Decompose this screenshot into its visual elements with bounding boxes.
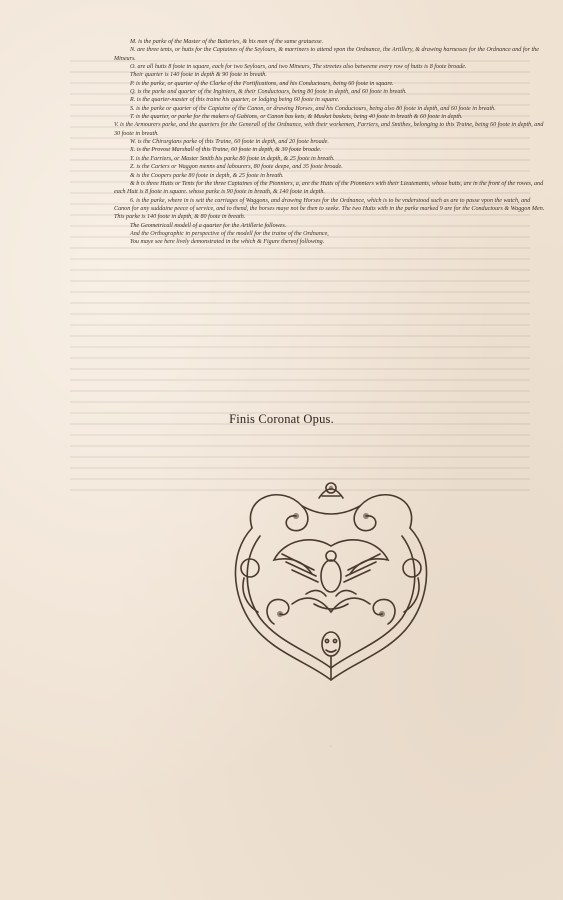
heraldic-shield-ornament-icon (222, 476, 440, 686)
legend-entry-orthographic: And the Orthographic in perspective of the modell for the traine of the Ordnance, (130, 230, 329, 237)
legend-entry-demonstrated: You maye see here lively demonstrated in the which & Figure thereof following. (130, 239, 325, 246)
finis-heading: Finis Coronat Opus. (229, 412, 334, 426)
legend-entry-q: Q. is the parke and quarter of the Inginiers, & their Conductours, being 80 foote in depth, and 60 foote in breath. (130, 89, 407, 96)
legend-entry-pionniers: & b is three Hutts or Tents for the three Captaines of the Pionniers, a, are the Hutts of the Pionniers with their Lieutenants, whose hutts, are in the front of the rowes, and each Hutt is 8 foote in square. whose parke is 90 foote in breath, & 140 foote in depth. (114, 180, 544, 196)
legend-entry-geometricall: The Geometricall modell of a quarter for the Artillerie followes. (130, 222, 287, 229)
legend-entry-coopers: & is the Coopers parke 80 foote in depth, & 25 foote in breath. (130, 172, 284, 179)
legend-text-block (114, 38, 546, 247)
legend-entry-r: R. is the quarter-master of this traine his quarter, or lodging being 60 foote in square. (130, 97, 340, 104)
legend-entry-x: X. is the Provost Marshall of this Traine, 60 foote in depth, & 30 foote broade. (130, 147, 322, 154)
legend-entry-quarter: Their quarter is 140 foote in depth & 90 foote in breath. (130, 72, 267, 79)
legend-entry-n: N. are three tents, or hutts for the Captaines of the Seylours, & marriners to attend vpon the Ordnance, the Artillery, & drawing harnesses for the Ordnance and for the Mineurs. (114, 47, 539, 62)
legend-entry-t: T. is the quarter, or parke for the makers of Gabions, or Canon bas kets, & Musket baskets, being 40 foote in breath & 60 foote in depth. (130, 114, 463, 121)
legend-entry-v: V. is the Armourers parke, and the quarters for the Generall of the Ordnance, with their workemen, Farriers, and Smithes, belonging to this Traine, being 60 foote in depth, and 30 foote in breath. (114, 122, 544, 137)
legend-entry-w: W. is the Chirurgians parke of this Traine, 60 foote in depth, and 20 foote broade. (130, 139, 329, 146)
legend-entry-s: S. is the parke or quarter of the Captaine of the Canon, or drawing Horses, and his Conductours, being also 80 foote in depth, and 60 foote in breath. (130, 105, 496, 112)
legend-entry-p: P. is the parke, or quarter of the Clarke of the Fortifications, and his Conductours, being 60 foote in square. (130, 80, 394, 87)
legend-entry-o: O. are all hutts 8 foote in square, each for two Seylours, and two Mineurs, The streetes also betweene every row of hutts is 8 foote broade. (130, 64, 467, 71)
legend-entry-z: Z. is the Carters or Waggon menns and labourers, 80 foote deepe, and 35 foote broade. (130, 164, 343, 171)
legend-entry-m: M. is the parke of the Master of the Batteries, & his men of the same gratuesse. (130, 39, 324, 45)
legend-entry-y: Y. is the Farriers, or Master Smith his parke 80 foote in depth, & 25 foote in breath. (130, 155, 335, 162)
legend-entry-6: 6. is the parke, where in is sett the carriages of Waggons, and drawing Horses for the Ordnance, which is to be vnderstood such as are to passe vpon the watch, and Canon for any suddaine peece of service, and to thend, the horses maye not be then to seeke. The two Hutts with in the parke marked 9 are for the Conductours & Waggon Men. This parke is 140 foote in depth, & 80 foote in breath. (114, 197, 545, 221)
reverse-page-mark: ◦ (330, 744, 333, 750)
